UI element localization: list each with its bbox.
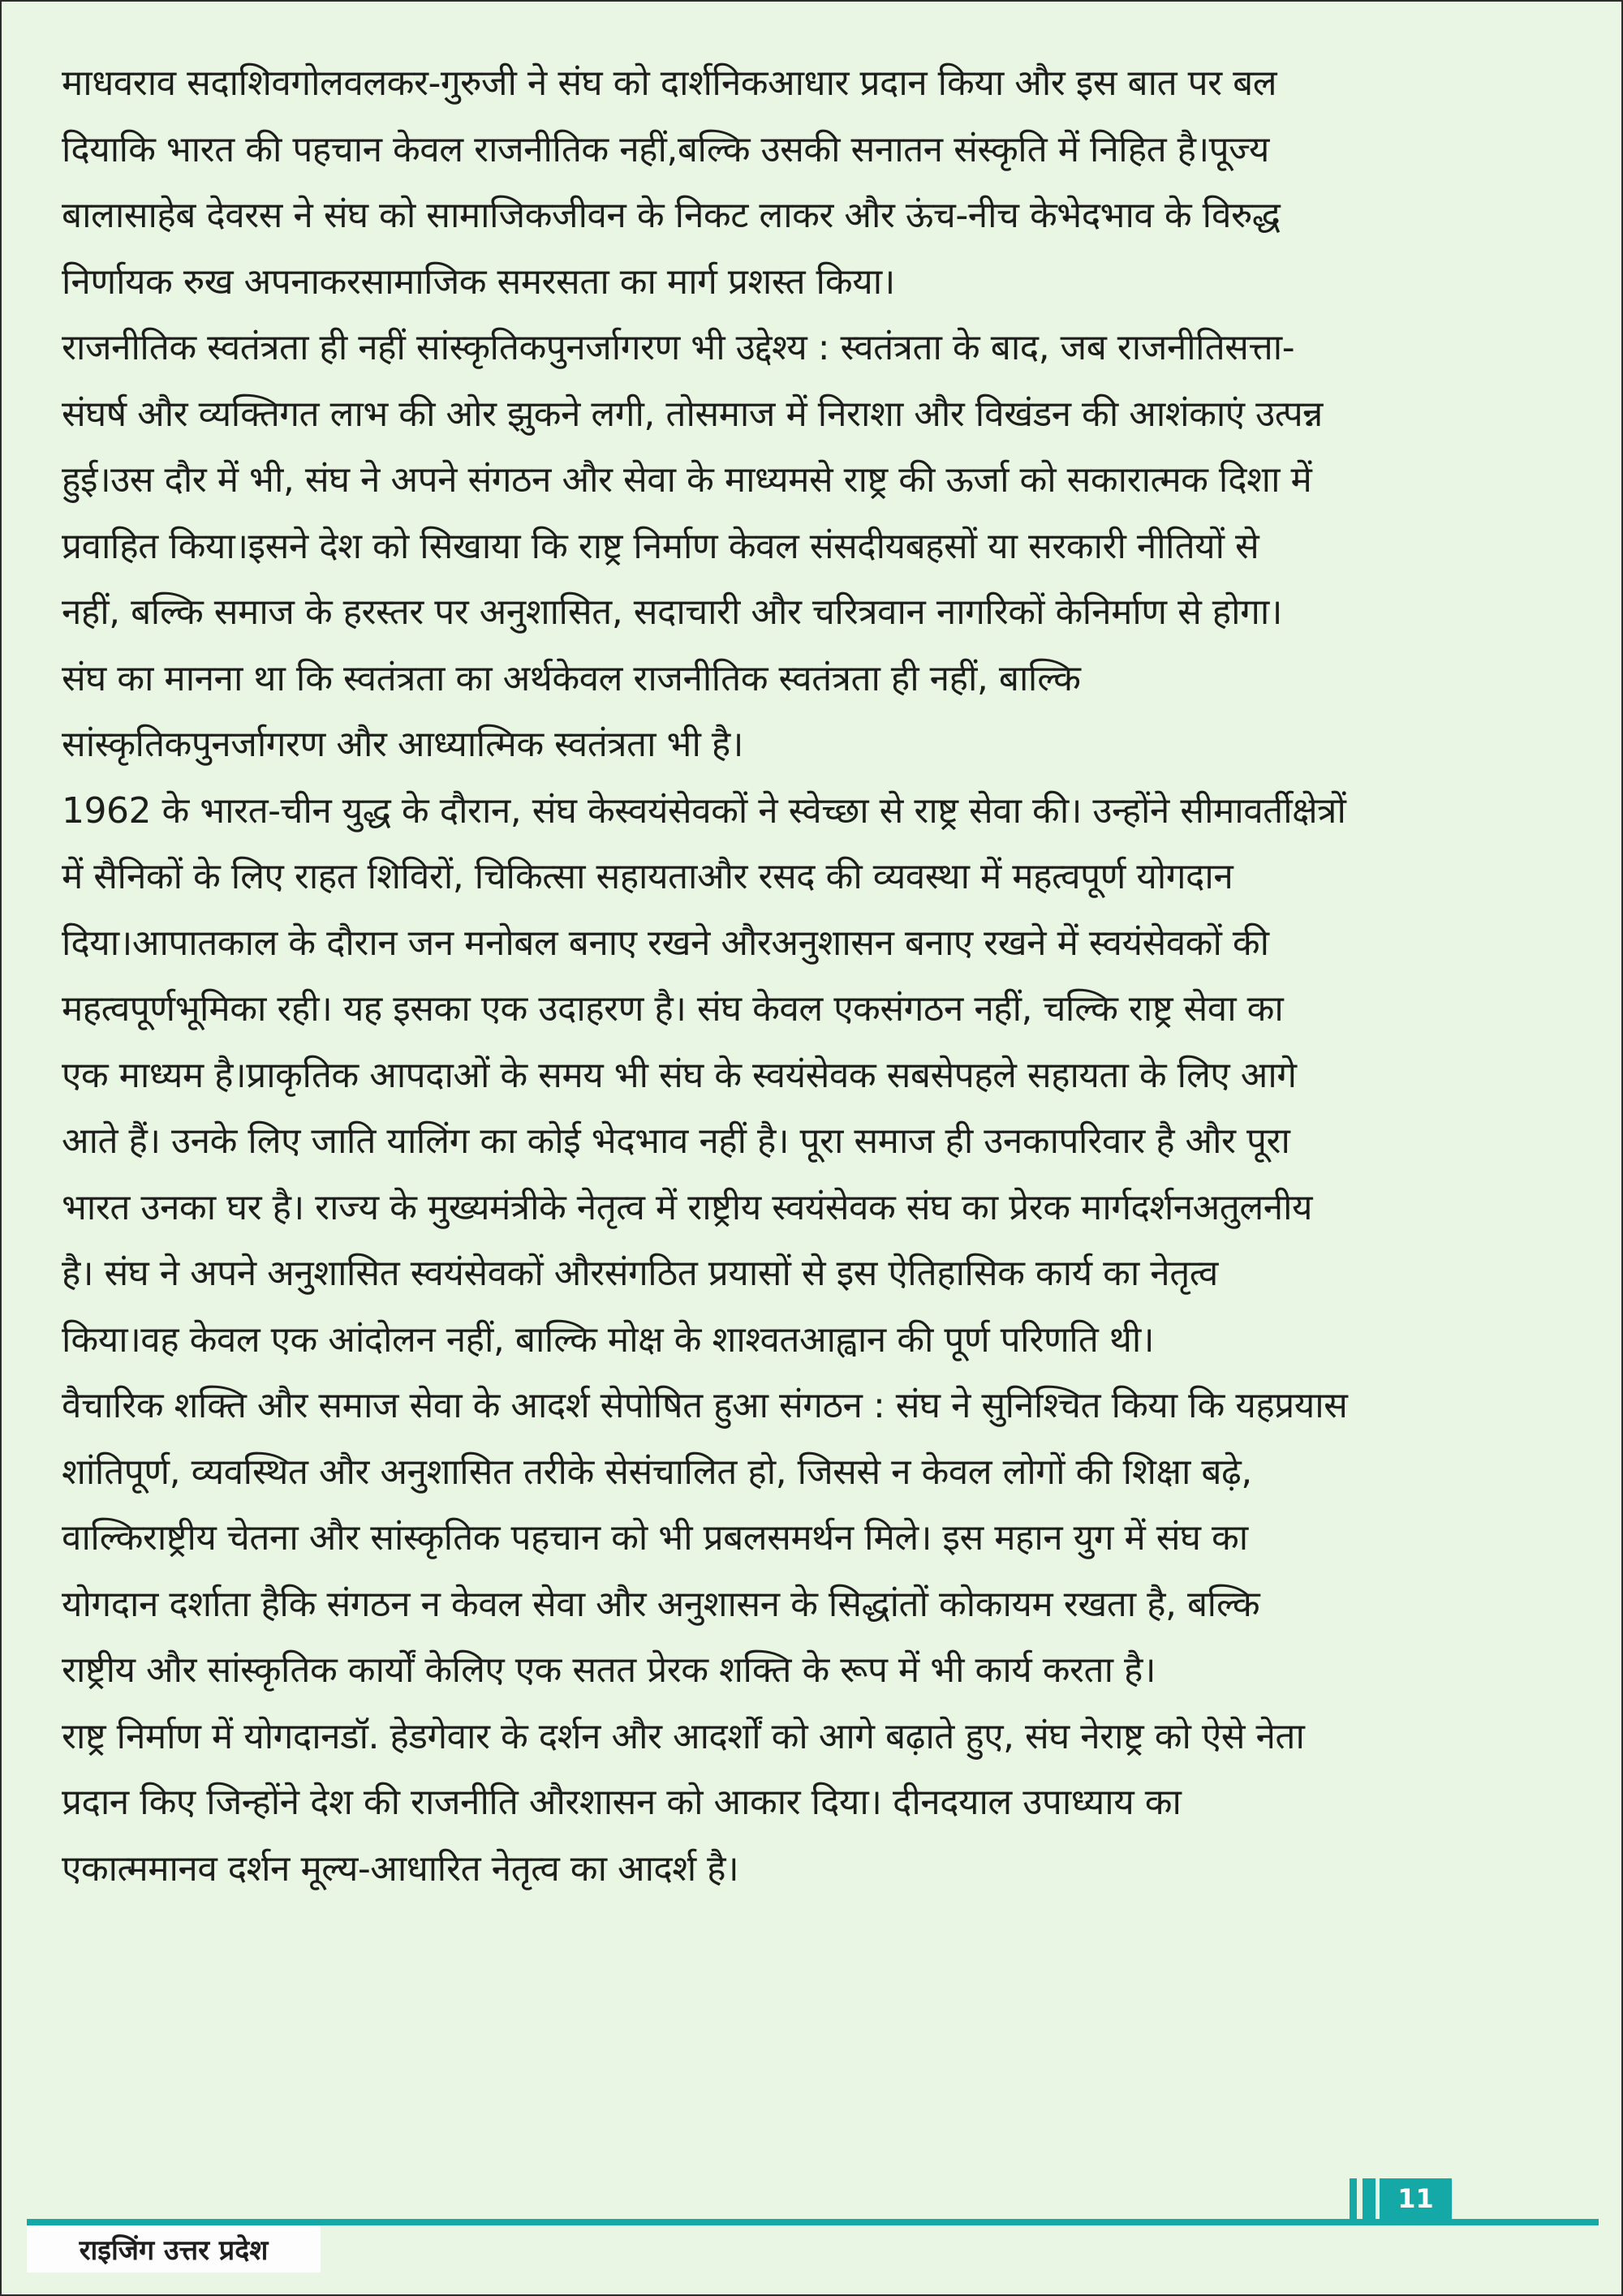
brand-strip [27,2225,321,2272]
text-line: बालासाहेब देवरस ने संघ को सामाजिकजीवन के निकट लाकर और ऊंच-नीच केभेदभाव के विरुद्ध [62,195,1281,236]
page-number-badge: 11 [1380,2178,1452,2219]
text-line: आते हैं। उनके लिए जाति यालिंग का कोई भेदभाव नहीं है। पूरा समाज ही उनकापरिवार है और पूरा [62,1120,1290,1162]
text-line: संघर्ष और व्यक्तिगत लाभ की ओर झुकने लगी, तोसमाज में निराशा और विखंडन की आशंकाएं उत्पन्न [62,393,1323,435]
text-line: हुई।उस दौर में भी, संघ ने अपने संगठन और सेवा के माध्यमसे राष्ट्र की ऊर्जा को सकारात्मक दिशा में [62,459,1312,501]
text-line: महत्वपूर्णभूमिका रही। यह इसका एक उदाहरण है। संघ केवल एकसंगठन नहीं, चल्कि राष्ट्र सेवा का [62,988,1284,1030]
text-line: वाल्किराष्ट्रीय चेतना और सांस्कृतिक पहचान को भी प्रबलसमर्थन मिले। इस महान युग में संघ का [62,1517,1248,1559]
page-number-tick-small [1350,2178,1357,2219]
text-line: है। संघ ने अपने अनुशासित स्वयंसेवकों औरसंगठित प्रयासों से इस ऐतिहासिक कार्य का नेतृत्व [62,1253,1218,1294]
text-line: राष्ट्र निर्माण में योगदानडॉ. हेडगेवार के दर्शन और आदर्शों को आगे बढ़ाते हुए, संघ नेराष्ट्र को ऐसे नेता [62,1715,1305,1757]
text-line: भारत उनका घर है। राज्य के मुख्यमंत्रीके नेतृत्व में राष्ट्रीय स्वयंसेवक संघ का प्रेरक मार्गदर्शनअतुलनीय [62,1186,1313,1228]
text-line: में सैनिकों के लिए राहत शिविरों, चिकित्सा सहायताऔर रसद की व्यवस्था में महत्वपूर्ण योगदान [62,856,1233,897]
text-line: सांस्कृतिकपुनर्जागरण और आध्यात्मिक स्वतंत्रता भी है। [62,724,743,765]
text-line: प्रदान किए जिन्होंने देश की राजनीति औरशासन को आकार दिया। दीनदयाल उपाध्याय का [62,1782,1182,1823]
text-line: 1962 के भारत-चीन युद्ध के दौरान, संघ केस्वयंसेवकों ने स्वेच्छा से राष्ट्र सेवा की। उन्होंने सीमावर्तीक्षेत्रों [62,789,1346,832]
brand-label: राइजिंग उत्तर प्रदेश [79,2234,269,2267]
text-line: माधवराव सदाशिवगोलवलकर-गुरुजी ने संघ को दार्शनिकआधार प्रदान किया और इस बात पर बल [62,62,1277,104]
article-body [62,50,1587,1902]
text-line: किया।वह केवल एक आंदोलन नहीं, बाल्कि मोक्ष के शाश्वतआह्वान की पूर्ण परिणति थी। [62,1318,1155,1361]
text-line: राजनीतिक स्वतंत्रता ही नहीं सांस्कृतिकपुनर्जागरण भी उद्देश्य : स्वतंत्रता के बाद, जब राजनीतिसत्ता- [62,327,1295,368]
footer-rule [27,2219,1599,2225]
text-line: शांतिपूर्ण, व्यवस्थित और अनुशासित तरीके सेसंचालित हो, जिससे न केवल लोगों की शिक्षा बढ़े, [62,1451,1252,1493]
text-line: एक माध्यम है।प्राकृतिक आपदाओं के समय भी संघ के स्वयंसेवक सबसेपहले सहायता के लिए आगे [62,1054,1297,1096]
text-line: राष्ट्रीय और सांस्कृतिक कार्यों केलिए एक सतत प्रेरक शक्ति के रूप में भी कार्य करता है। [62,1649,1156,1691]
text-line: नहीं, बल्कि समाज के हरस्तर पर अनुशासित, सदाचारी और चरित्रवान नागरिकों केनिर्माण से होगा। [62,591,1282,633]
text-line: एकात्ममानव दर्शन मूल्य-आधारित नेतृत्व का आदर्श है। [62,1847,739,1890]
text-line: दियाकि भारत की पहचान केवल राजनीतिक नहीं,बल्कि उसकी सनातन संस्कृति में निहित है।पूज्य [62,128,1269,170]
text-line: वैचारिक शक्ति और समाज सेवा के आदर्श सेपोषित हुआ संगठन : संघ ने सुनिश्चित किया कि यहप्रयास [62,1385,1348,1426]
text-line: निर्णायक रुख अपनाकरसामाजिक समरसता का मार्ग प्रशस्त किया। [62,260,895,303]
page-number-tick-large [1363,2178,1375,2219]
text-line: संघ का मानना था कि स्वतंत्रता का अर्थकेवल राजनीतिक स्वतंत्रता ही नहीं, बाल्कि [62,657,1081,699]
text-line: योगदान दर्शाता हैकि संगठन न केवल सेवा और अनुशासन के सिद्धांतों कोकायम रखता है, बल्कि [62,1583,1260,1625]
text-line: प्रवाहित किया।इसने देश को सिखाया कि राष्ट्र निर्माण केवल संसदीयबहसों या सरकारी नीतियों से [62,525,1259,567]
text-line: दिया।आपातकाल के दौरान जन मनोबल बनाए रखने औरअनुशासन बनाए रखने में स्वयंसेवकों की [62,922,1269,964]
